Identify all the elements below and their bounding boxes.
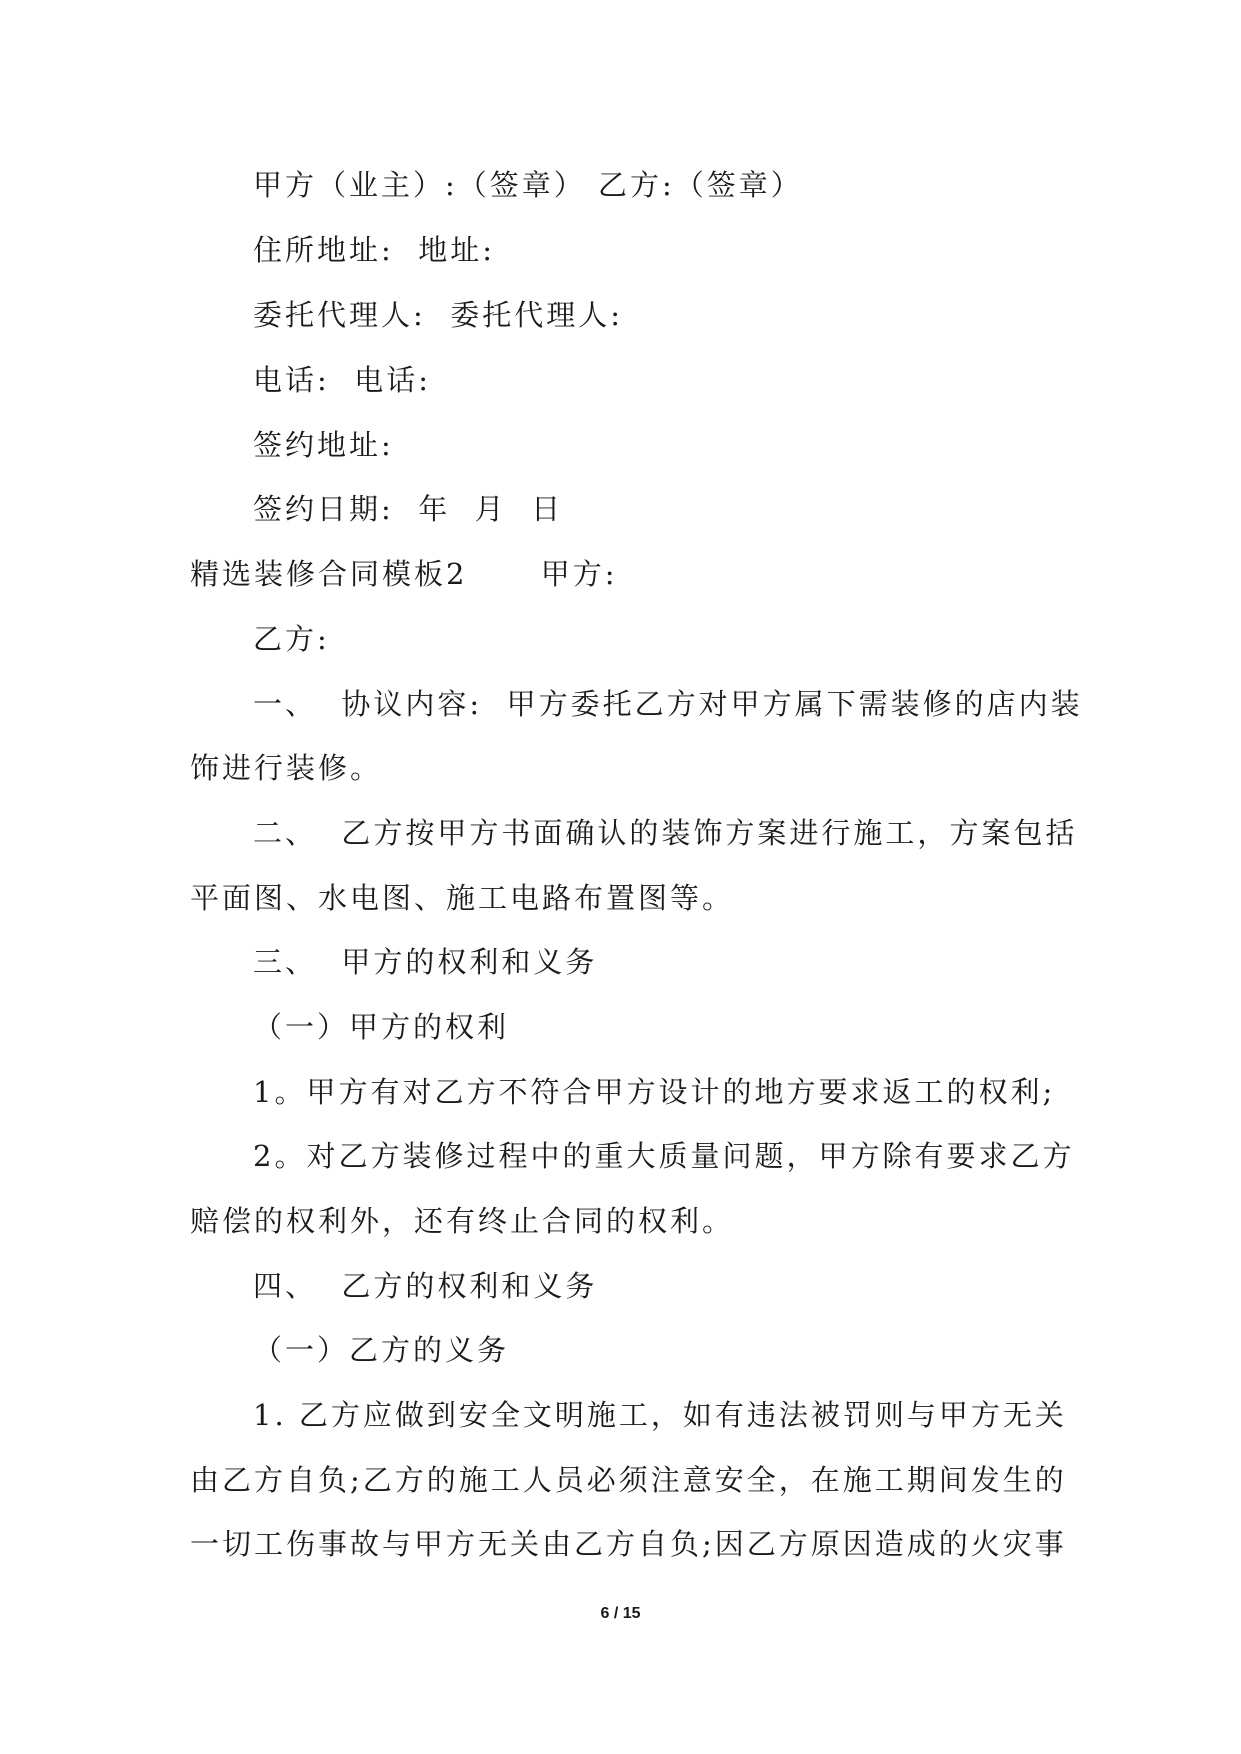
duty-1-line: 1. 乙方应做到安全文明施工，如有违法被罚则与甲方无关	[253, 1398, 1067, 1432]
item-1-line: 1。甲方有对乙方不符合甲方设计的地方要求返工的权利;	[253, 1075, 1056, 1109]
address-line: 住所地址: 地址:	[253, 233, 495, 267]
duty-1-continuation: 由乙方自负;乙方的施工人员必须注意安全，在施工期间发生的	[190, 1463, 1067, 1497]
signature-line: 甲方（业主）:（签章） 乙方:（签章）	[253, 168, 803, 202]
section-3-heading: 三、 甲方的权利和义务	[253, 945, 598, 979]
clause-1-line: 一、 协议内容: 甲方委托乙方对甲方属下需装修的店内装	[253, 687, 1083, 721]
subsection-heading: （一）甲方的权利	[253, 1010, 510, 1044]
item-2-continuation: 赔偿的权利外，还有终止合同的权利。	[190, 1204, 735, 1238]
page-number: 6 / 15	[600, 1605, 641, 1622]
agent-line: 委托代理人: 委托代理人:	[253, 298, 623, 332]
clause-2-continuation: 平面图、水电图、施工电路布置图等。	[190, 881, 735, 915]
party-b-line: 乙方:	[253, 622, 330, 656]
signing-address-line: 签约地址:	[253, 428, 394, 462]
clause-2-line: 二、 乙方按甲方书面确认的装饰方案进行施工，方案包括	[253, 816, 1078, 850]
template-title-line: 精选装修合同模板2 甲方:	[190, 557, 618, 591]
phone-line: 电话: 电话:	[253, 363, 431, 397]
section-4-heading: 四、 乙方的权利和义务	[253, 1269, 598, 1303]
duty-1-continuation: 一切工伤事故与甲方无关由乙方自负;因乙方原因造成的火灾事	[190, 1527, 1067, 1561]
clause-1-continuation: 饰进行装修。	[190, 751, 383, 785]
signing-date-line: 签约日期: 年 月 日	[253, 492, 564, 526]
item-2-line: 2。对乙方装修过程中的重大质量问题，甲方除有要求乙方	[253, 1139, 1075, 1173]
subsection-heading: （一）乙方的义务	[253, 1333, 510, 1367]
